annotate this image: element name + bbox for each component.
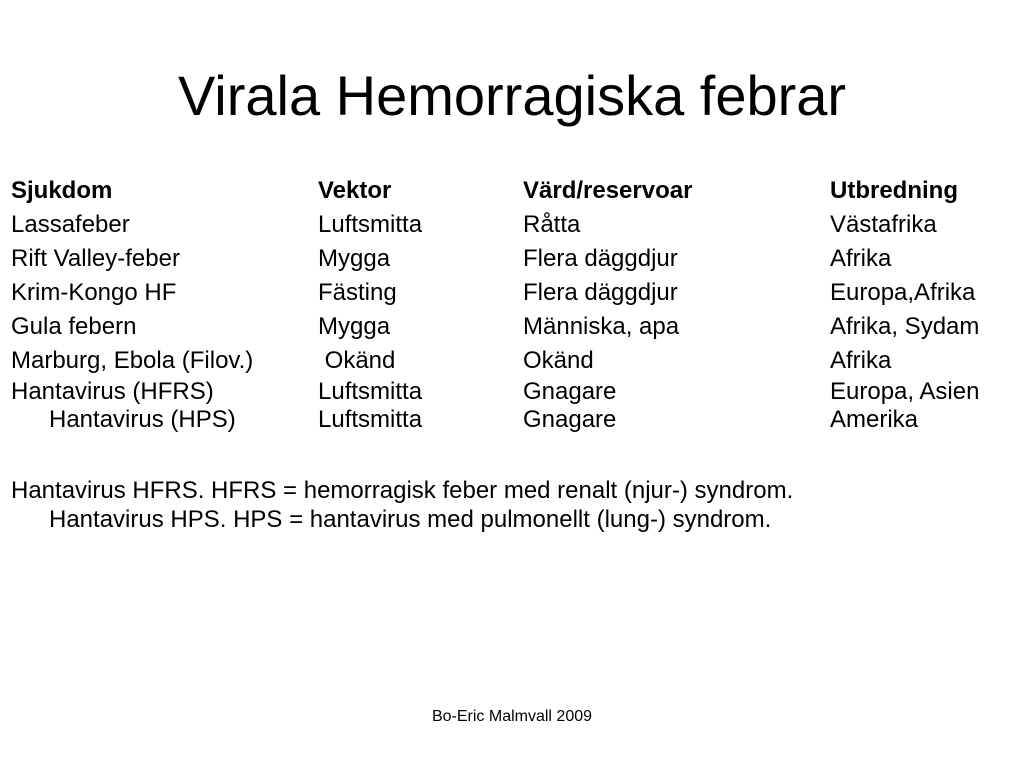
cell-distribution: Afrika (830, 245, 892, 272)
header-vard-reservoar: Värd/reservoar (523, 177, 693, 204)
cell-vector: Fästing (318, 279, 397, 306)
cell-host: Okänd (523, 347, 594, 374)
cell-host: Råtta (523, 211, 581, 238)
cell-host: Människa, apa (523, 313, 680, 340)
cell-distribution: Amerika (830, 406, 919, 433)
cell-vector: Mygga (318, 245, 391, 272)
hantavirus-note (11, 476, 1016, 534)
cell-distribution: Västafrika (830, 211, 937, 238)
disease-table (11, 174, 1021, 434)
table-row (11, 406, 1021, 434)
table-row (11, 310, 1021, 344)
table-row (11, 276, 1021, 310)
cell-disease: Rift Valley-feber (11, 245, 180, 272)
cell-vector: Mygga (318, 313, 391, 340)
cell-vector: Luftsmitta (318, 378, 423, 405)
header-sjukdom: Sjukdom (11, 177, 113, 204)
cell-disease: Marburg, Ebola (Filov.) (11, 347, 254, 374)
cell-disease: Lassafeber (11, 211, 130, 238)
cell-vector: Luftsmitta (318, 211, 423, 238)
cell-disease: Krim-Kongo HF (11, 279, 177, 306)
header-utbredning: Utbredning (830, 177, 958, 204)
header-vektor: Vektor (318, 177, 392, 204)
cell-host: Gnagare (523, 378, 617, 405)
cell-host: Flera däggdjur (523, 279, 678, 306)
table-row (11, 344, 1021, 378)
cell-distribution: Afrika, Sydam (830, 313, 980, 340)
note-line-hps: Hantavirus HPS. HPS = hantavirus med pulmonellt (lung-) syndrom. (49, 506, 772, 533)
cell-distribution: Afrika (830, 347, 892, 374)
cell-disease: Hantavirus (HFRS) (11, 378, 214, 405)
table-row (11, 242, 1021, 276)
note-line-hfrs: Hantavirus HFRS. HFRS = hemorragisk feber med renalt (njur-) syndrom. (11, 477, 794, 504)
cell-disease: Gula febern (11, 313, 137, 340)
table-header-row (11, 174, 1021, 208)
cell-vector: Luftsmitta (318, 406, 423, 433)
slide-title: Virala Hemorragiska febrar (177, 64, 847, 127)
table-row (11, 208, 1021, 242)
cell-host: Flera däggdjur (523, 245, 678, 272)
cell-disease: Hantavirus (HPS) (49, 406, 236, 433)
cell-distribution: Europa, Asien (830, 378, 980, 405)
cell-vector: Okänd (318, 347, 396, 374)
cell-distribution: Europa,Afrika (830, 279, 976, 306)
table-row (11, 378, 1021, 406)
cell-host: Gnagare (523, 406, 617, 433)
slide-footer: Bo-Eric Malmvall 2009 (431, 708, 593, 725)
